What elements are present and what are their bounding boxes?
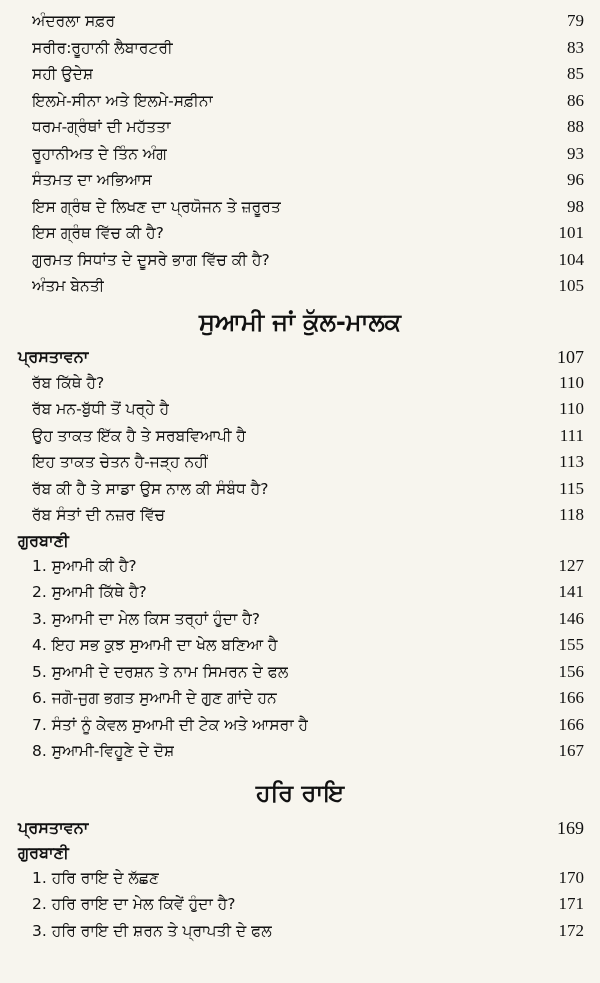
toc-entry-label: 8. ਸੁਆਮੀ-ਵਿਹੂਣੇ ਦੇ ਦੋਸ਼ — [32, 742, 175, 760]
toc-entry-label: ਇਸ ਗ੍ਰੰਥ ਵਿੱਚ ਕੀ ਹੈ? — [32, 224, 164, 242]
preface-page-number: 107 — [557, 346, 584, 367]
toc-entry — [0, 194, 600, 221]
toc-entry-page-number: 110 — [559, 399, 584, 418]
toc-entry — [0, 553, 600, 580]
preface-label: ਪ੍ਰਸਤਾਵਨਾ — [18, 817, 89, 837]
toc-entry — [0, 247, 600, 274]
toc-entry-page-number: 79 — [567, 11, 584, 30]
toc-entry-page-number: 166 — [558, 714, 584, 734]
toc-entry-page-number: 98 — [567, 196, 584, 216]
toc-entry-label: ਸਹੀ ਉਦੇਸ਼ — [32, 65, 94, 83]
toc-entry-page-number: 118 — [559, 505, 584, 524]
toc-entry — [0, 141, 600, 168]
toc-entry-label: ਰੂਹਾਨੀਅਤ ਦੇ ਤਿੰਨ ਅੰਗ — [32, 144, 167, 163]
toc-entry-page-number: 141 — [558, 582, 584, 601]
toc-entry-page-number: 101 — [558, 223, 584, 242]
toc-entry-label: ਸੰਤਮਤ ਦਾ ਅਭਿਆਸ — [32, 171, 152, 189]
preface-row — [0, 815, 600, 841]
toc-entry — [0, 579, 600, 606]
toc-entry-page-number: 93 — [567, 143, 584, 163]
preface-row — [0, 344, 600, 370]
toc-entry-label: 4. ਇਹ ਸਭ ਕੁਝ ਸੁਆਮੀ ਦਾ ਖੇਲ ਬਣਿਆ ਹੈ — [32, 636, 278, 654]
toc-entry-label: ਰੱਬ ਕਿੱਥੇ ਹੈ? — [32, 373, 105, 392]
toc-entry — [0, 8, 600, 35]
toc-entry-label: ਰੱਬ ਕੀ ਹੈ ਤੇ ਸਾਡਾ ਉਸ ਨਾਲ ਕੀ ਸੰਬੰਧ ਹੈ? — [32, 479, 269, 498]
toc-entry-page-number: 167 — [558, 741, 584, 760]
toc-entry-page-number: 105 — [558, 276, 584, 295]
toc-entry-page-number: 113 — [559, 452, 584, 471]
toc-entry-label: 6. ਜਗੋ-ਜੁਗ ਭਗਤ ਸੁਆਮੀ ਦੇ ਗੁਣ ਗਾਂਦੇ ਹਨ — [32, 689, 277, 707]
toc-entry-page-number: 166 — [558, 688, 584, 707]
toc-entry-page-number: 88 — [567, 117, 584, 136]
toc-entry — [0, 606, 600, 633]
toc-entry-page-number: 86 — [567, 90, 584, 110]
toc-entry — [0, 167, 600, 194]
toc-entry-label: ਉਹ ਤਾਕਤ ਇੱਕ ਹੈ ਤੇ ਸਰਬਵਿਆਪੀ ਹੈ — [32, 426, 246, 445]
toc-entry-page-number: 104 — [558, 249, 584, 269]
preface-page-number: 169 — [557, 817, 584, 838]
toc-entry-page-number: 83 — [567, 37, 584, 57]
top-entries-list — [0, 0, 600, 300]
toc-entry-label: ਇਹ ਤਾਕਤ ਚੇਤਨ ਹੈ-ਜੜ੍ਹ ਨਹੀਂ — [32, 453, 209, 471]
toc-entry-page-number: 127 — [558, 555, 584, 575]
toc-entry-label: 7. ਸੰਤਾਂ ਨੂੰ ਕੇਵਲ ਸੁਆਮੀ ਦੀ ਟੇਕ ਅਤੇ ਆਸਰਾ ਹੈ — [32, 715, 309, 734]
toc-entry — [0, 685, 600, 712]
toc-entry — [0, 396, 600, 423]
toc-entry-page-number: 85 — [567, 64, 584, 83]
gurbani-heading: ਗੁਰਬਾਣੀ — [18, 842, 69, 862]
toc-entry — [0, 220, 600, 247]
toc-entry-label: ਅੰਦਰਲਾ ਸਫ਼ਰ — [32, 12, 116, 30]
toc-entry-label: 1. ਹਰਿ ਰਾਇ ਦੇ ਲੱਛਣ — [32, 868, 160, 887]
toc-entry-page-number: 110 — [559, 372, 584, 392]
toc-entry — [0, 659, 600, 686]
toc-entry — [0, 423, 600, 450]
toc-entry — [0, 35, 600, 62]
toc-entry-page-number: 170 — [558, 867, 584, 887]
preface-label: ਪ੍ਰਸਤਾਵਨਾ — [18, 346, 89, 366]
toc-entry-label: 5. ਸੁਆਮੀ ਦੇ ਦਰਸ਼ਨ ਤੇ ਨਾਮ ਸਿਮਰਨ ਦੇ ਫਲ — [32, 662, 289, 681]
section-title: ਹਰਿ ਰਾਇ — [255, 778, 345, 807]
toc-entry-page-number: 155 — [558, 635, 584, 654]
toc-entry — [0, 738, 600, 765]
toc-entry-label: ਸਰੀਰ:ਰੂਹਾਨੀ ਲੈਬਾਰਟਰੀ — [32, 38, 173, 57]
toc-entry — [0, 370, 600, 397]
section-suami — [0, 300, 600, 765]
toc-entry-page-number: 156 — [558, 661, 584, 681]
section-hari-rai — [0, 771, 600, 945]
toc-entry-page-number: 172 — [558, 920, 584, 940]
toc-entry-label: ਇਲਮੇ-ਸੀਨਾ ਅਤੇ ਇਲਮੇ-ਸਫ਼ੀਨਾ — [32, 91, 213, 110]
toc-entry-label: 2. ਹਰਿ ਰਾਇ ਦਾ ਮੇਲ ਕਿਵੇਂ ਹੁੰਦਾ ਹੈ? — [32, 895, 236, 913]
toc-entry-page-number: 146 — [558, 608, 584, 628]
section-title: ਸੁਆਮੀ ਜਾਂ ਕੁੱਲ-ਮਾਲਕ — [198, 307, 402, 336]
toc-entry-label: ਇਸ ਗ੍ਰੰਥ ਦੇ ਲਿਖਣ ਦਾ ਪ੍ਰਯੋਜਨ ਤੇ ਜ਼ਰੂਰਤ — [32, 197, 281, 216]
toc-entry-label: ਧਰਮ-ਗ੍ਰੰਥਾਂ ਦੀ ਮਹੱਤਤਾ — [32, 118, 171, 136]
toc-entry — [0, 632, 600, 659]
toc-entry-label: 1. ਸੁਆਮੀ ਕੀ ਹੈ? — [32, 556, 137, 575]
toc-entry-page-number: 171 — [558, 894, 584, 913]
toc-entry-label: ਗੁਰਮਤ ਸਿਧਾਂਤ ਦੇ ਦੂਸਰੇ ਭਾਗ ਵਿੱਚ ਕੀ ਹੈ? — [32, 250, 270, 269]
toc-entry — [0, 918, 600, 945]
toc-entry — [0, 502, 600, 529]
toc-entry — [0, 273, 600, 300]
toc-entry — [0, 449, 600, 476]
toc-entry-label: 3. ਹਰਿ ਰਾਇ ਦੀ ਸ਼ਰਨ ਤੇ ਪ੍ਰਾਪਤੀ ਦੇ ਫਲ — [32, 921, 272, 940]
toc-entry-label: ਰੱਬ ਮਨ-ਬੁੱਧੀ ਤੋਂ ਪਰ੍ਹੇ ਹੈ — [32, 400, 170, 418]
toc-entry — [0, 865, 600, 892]
toc-entry-page-number: 111 — [559, 425, 584, 445]
toc-entry-label: ਅੰਤਮ ਬੇਨਤੀ — [32, 277, 105, 295]
toc-entry — [0, 61, 600, 88]
toc-entry-label: 3. ਸੁਆਮੀ ਦਾ ਮੇਲ ਕਿਸ ਤਰ੍ਹਾਂ ਹੁੰਦਾ ਹੈ? — [32, 609, 260, 628]
toc-entry — [0, 891, 600, 918]
toc-entry-page-number: 96 — [567, 170, 584, 189]
toc-entry — [0, 712, 600, 739]
toc-entry — [0, 114, 600, 141]
toc-entry — [0, 88, 600, 115]
gurbani-heading: ਗੁਰਬਾਣੀ — [18, 530, 69, 550]
toc-entry — [0, 476, 600, 503]
toc-entry-label: ਰੱਬ ਸੰਤਾਂ ਦੀ ਨਜ਼ਰ ਵਿੱਚ — [32, 506, 166, 524]
toc-entry-page-number: 115 — [559, 478, 584, 498]
toc-entry-label: 2. ਸੁਆਮੀ ਕਿੱਥੇ ਹੈ? — [32, 583, 147, 601]
